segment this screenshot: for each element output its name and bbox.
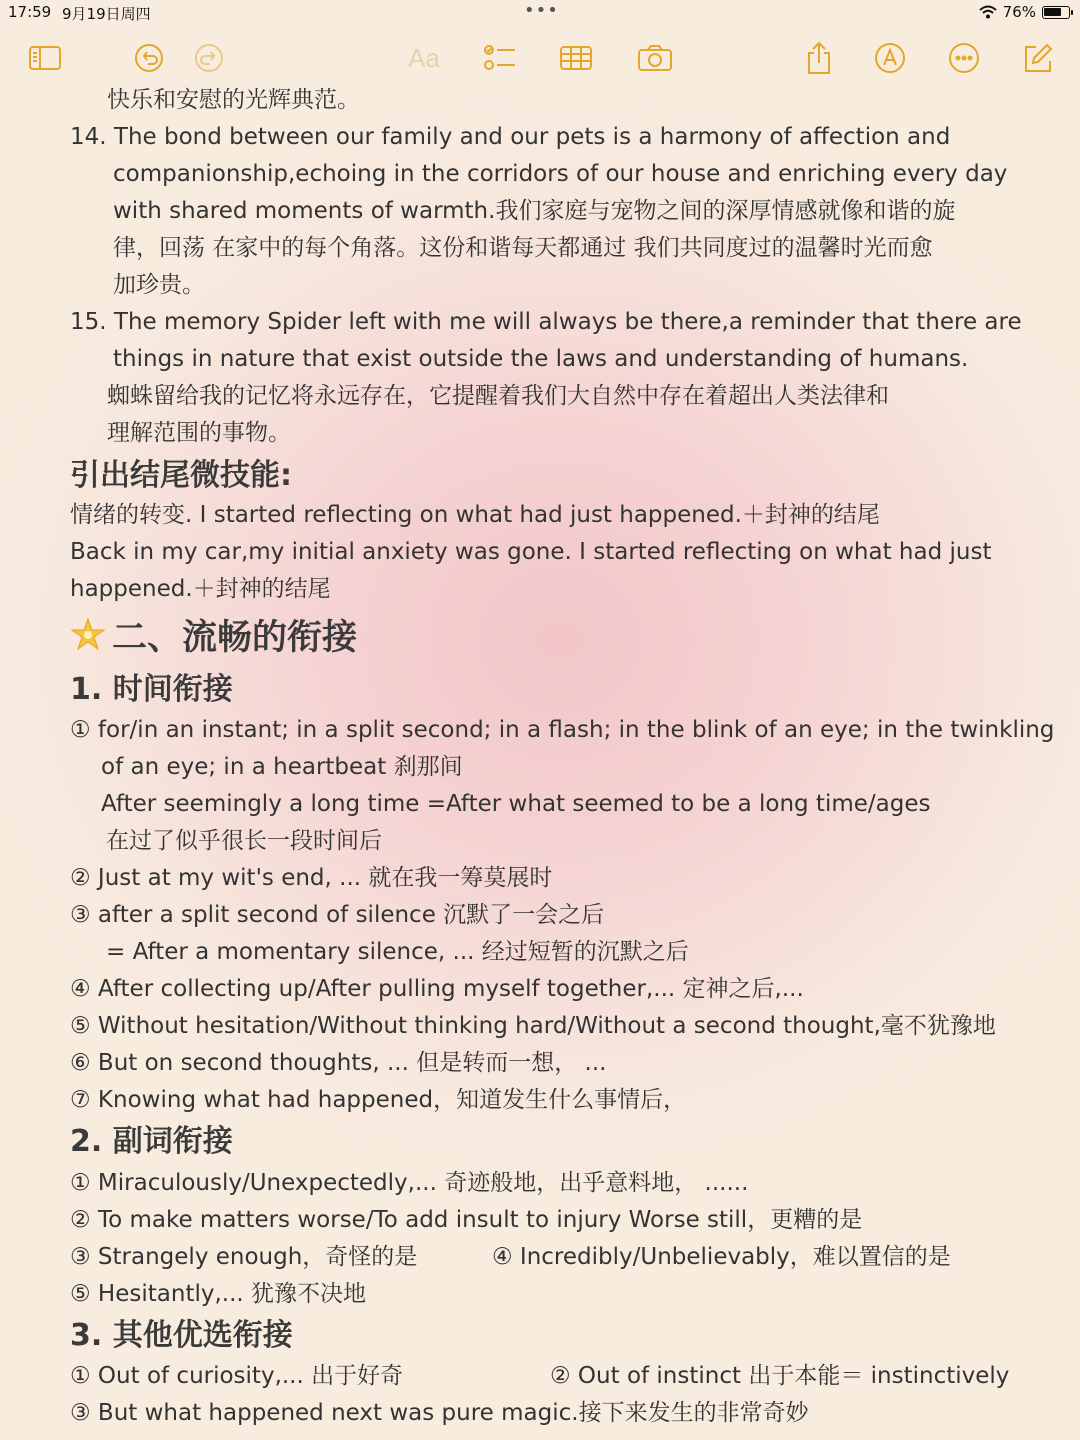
status-bar [0,0,1080,26]
note-line: 加珍贵。 [113,272,205,298]
notes-toolbar [0,38,1080,82]
heading-time-transition: 1. 时间衔接 [70,672,233,707]
checklist-icon [483,43,517,73]
table-button[interactable] [558,38,594,78]
list-item: ① Miraculously/Unexpectedly,... 奇迹般地，出乎意料地， ...... [70,1170,749,1196]
list-item: ④ After collecting up/After pulling myself together,... 定神之后,... [70,976,804,1002]
heading-other-transition: 3. 其他优选衔接 [70,1318,293,1353]
markup-button[interactable] [872,38,908,78]
note-line: 快乐和安慰的光辉典范。 [107,87,360,113]
note-line: with shared moments of warmth.我们家庭与宠物之间的深厚情感就像和谐的旋 [113,198,956,224]
compose-icon [1022,42,1054,74]
more-icon [948,42,980,74]
note-line: companionship,echoing in the corridors of our house and enriching every day [113,161,1008,187]
note-line: things in nature that exist outside the laws and understanding of humans. [113,346,969,372]
note-line: happened.＋封神的结尾 [70,576,331,602]
list-item: ① for/in an instant; in a split second; in a flash; in the blink of an eye; in the twinkling [70,717,1055,743]
list-item: ④ Incredibly/Unbelievably，难以置信的是 [492,1244,951,1270]
redo-button[interactable] [192,38,226,78]
table-icon [559,44,593,72]
status-time: 17:59 [8,3,52,21]
wifi-icon [979,5,997,19]
markup-icon [874,42,906,74]
multitasking-dots[interactable]: ••• [524,0,559,21]
battery-icon [1042,6,1070,19]
note-line: 理解范围的事物。 [107,420,291,446]
more-button[interactable] [946,38,982,78]
list-item: ③ after a split second of silence 沉默了一会之后 [70,902,605,928]
redo-icon [194,43,224,73]
heading-section-2 [70,610,357,660]
list-item: ⑥ But on second thoughts, ... 但是转而一想， ... [70,1050,607,1076]
text-format-button[interactable] [404,38,444,78]
share-button[interactable] [802,38,836,78]
list-item: ② To make matters worse/To add insult to injury Worse still，更糟的是 [70,1207,863,1233]
battery-percent: 76% [1002,3,1036,21]
checklist-button[interactable] [482,38,518,78]
list-item-15: 15. The memory Spider left with me will always be there,a reminder that there are [70,309,1022,335]
note-line: 情绪的转变. I started reflecting on what had just happened.＋封神的结尾 [70,502,880,528]
camera-button[interactable] [636,38,674,78]
heading-section-2-text: 二、流畅的衔接 [112,618,358,658]
list-item: ⑤ Without hesitation/Without thinking hard/Without a second thought,毫不犹豫地 [70,1013,996,1039]
heading-adverb-transition: 2. 副词衔接 [70,1124,233,1159]
note-line: After seemingly a long time =After what seemed to be a long time/ages [101,791,931,817]
status-right [979,3,1070,21]
heading-ending-skills: 引出结尾微技能: [70,458,292,493]
note-line: 在过了似乎很长一段时间后 [106,828,382,854]
status-date: 9月19日周四 [62,5,151,23]
undo-button[interactable] [132,38,166,78]
sidebar-button[interactable] [26,38,64,78]
note-line: 蜘蛛留给我的记忆将永远存在，它提醒着我们大自然中存在着超出人类法律和 [107,383,889,409]
list-item: ③ But what happened next was pure magic.接下来发生的非常奇妙 [70,1400,809,1426]
list-item-14: 14. The bond between our family and our pets is a harmony of affection and [70,124,951,150]
battery-fill [1044,8,1061,16]
note-line: 律，回荡 在家中的每个角落。这份和谐每天都通过 我们共同度过的温馨时光而愈 [113,235,933,261]
list-item: ⑤ Hesitantly,... 犹豫不决地 [70,1281,367,1307]
list-item: ② Just at my wit's end, ... 就在我一筹莫展时 [70,865,553,891]
note-line: = After a momentary silence, ... 经过短暂的沉默之后 [106,939,689,965]
text-format-icon: Aa [408,42,440,73]
star-emoji-icon [70,617,106,653]
list-item: ② Out of instinct 出于本能＝ instinctively [550,1363,1010,1389]
list-item: ③ Strangely enough，奇怪的是 [70,1244,418,1270]
note-line: Back in my car,my initial anxiety was gone. I started reflecting on what had just [70,539,992,565]
share-icon [805,41,833,75]
list-item: ① Out of curiosity,... 出于好奇 [70,1363,404,1389]
list-item: ⑦ Knowing what had happened，知道发生什么事情后， [70,1087,687,1113]
compose-button[interactable] [1020,38,1056,78]
sidebar-icon [28,45,62,71]
note-line: of an eye; in a heartbeat 刹那间 [101,754,463,780]
undo-icon [134,43,164,73]
camera-icon [637,44,673,72]
